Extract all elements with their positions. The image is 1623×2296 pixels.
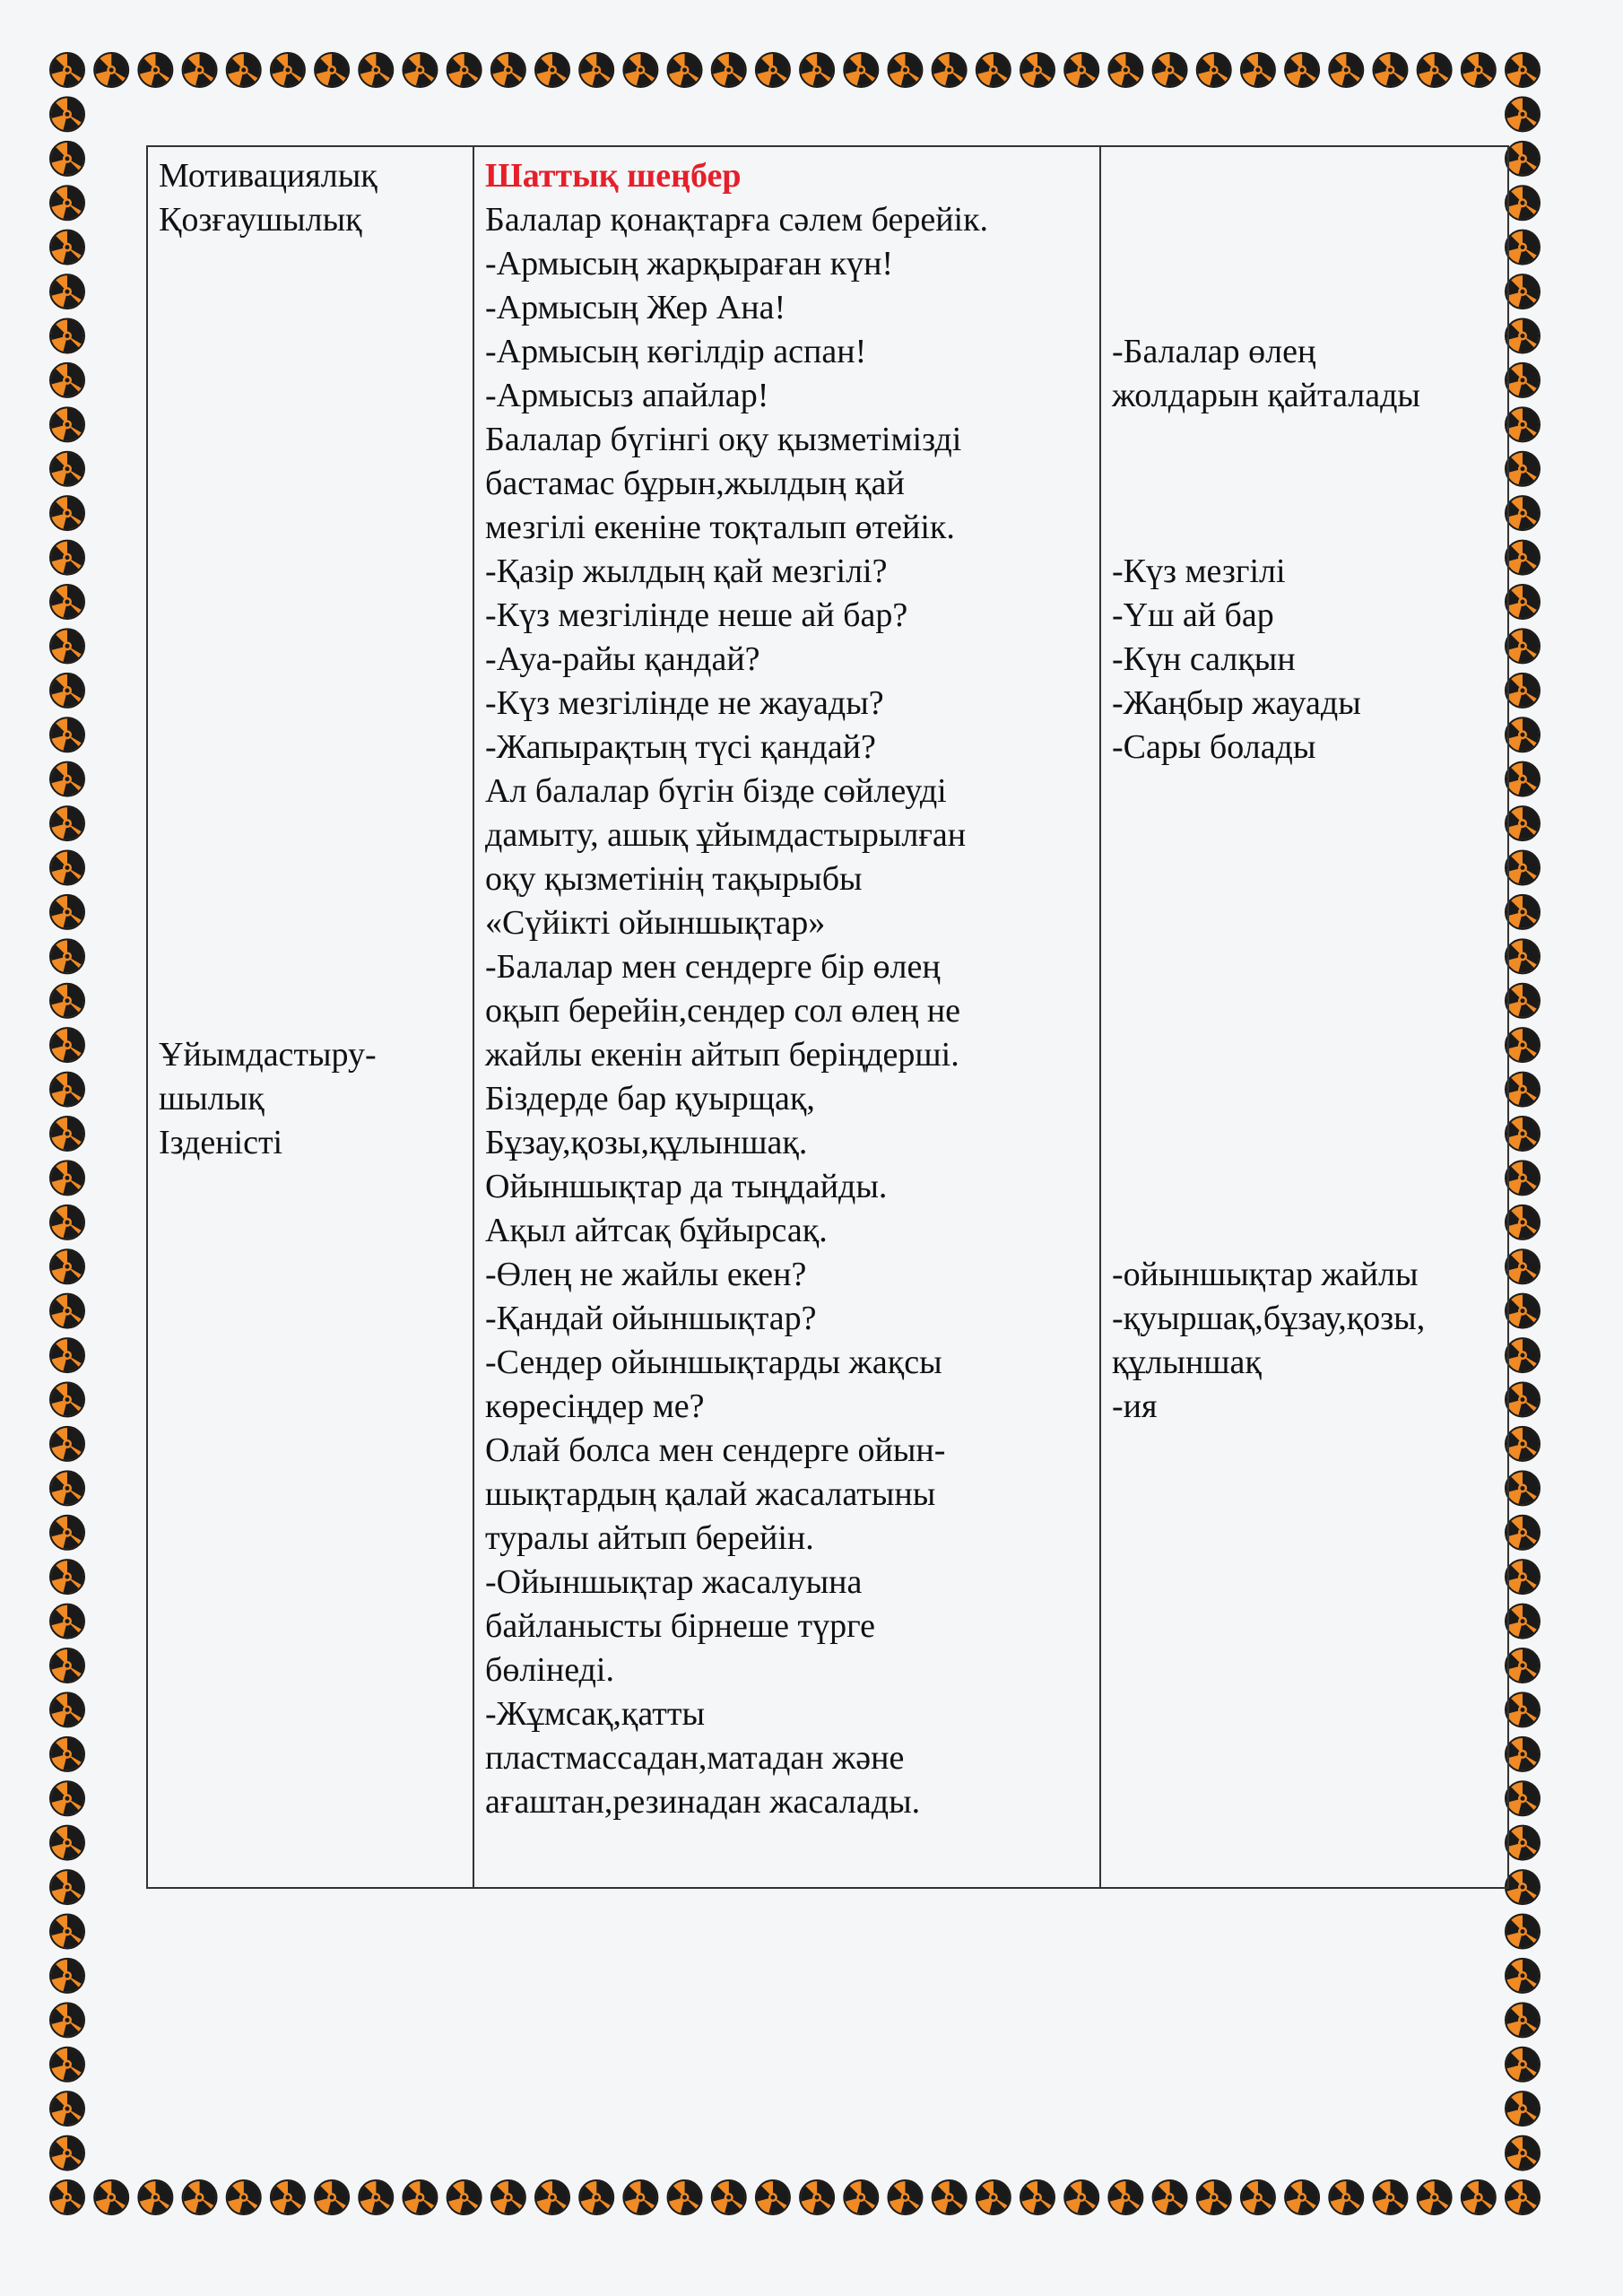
radiation-ornament-icon <box>50 1117 84 1151</box>
radiation-ornament-icon <box>50 407 84 441</box>
radiation-ornament-icon <box>50 2048 84 2082</box>
radiation-ornament-icon <box>1418 2180 1452 2214</box>
teacher-line: -Ауа-райы қандай? <box>485 640 760 678</box>
radiation-ornament-icon <box>403 2180 437 2214</box>
radiation-ornament-icon <box>976 53 1011 87</box>
radiation-ornament-icon <box>1506 806 1540 840</box>
radiation-ornament-icon <box>933 2180 967 2214</box>
radiation-ornament-icon <box>1506 53 1540 87</box>
teacher-line: -Күз мезгілінде не жауады? <box>485 684 884 722</box>
radiation-ornament-icon <box>50 895 84 929</box>
children-response: -Сары болады <box>1112 728 1316 766</box>
radiation-ornament-icon <box>1506 1605 1540 1639</box>
radiation-ornament-icon <box>138 2180 172 2214</box>
radiation-ornament-icon <box>1506 1205 1540 1239</box>
radiation-ornament-icon <box>227 2180 261 2214</box>
radiation-ornament-icon <box>50 762 84 796</box>
radiation-ornament-icon <box>1506 1117 1540 1151</box>
children-response: -Үш ай бар <box>1112 596 1274 634</box>
children-response: -Жаңбыр жауады <box>1112 684 1361 722</box>
radiation-ornament-icon <box>1506 97 1540 131</box>
radiation-ornament-icon <box>50 2003 84 2037</box>
radiation-ornament-icon <box>712 53 746 87</box>
radiation-ornament-icon <box>50 1781 84 1815</box>
radiation-ornament-icon <box>1506 1294 1540 1328</box>
radiation-ornament-icon <box>1506 230 1540 265</box>
teacher-line: Біздерде бар қуырщақ, <box>485 1080 815 1118</box>
radiation-ornament-icon <box>1506 363 1540 397</box>
teacher-line: Ақыл айтсақ бұйырсақ. <box>485 1212 828 1249</box>
radiation-ornament-icon <box>50 1427 84 1461</box>
radiation-ornament-icon <box>1506 1516 1540 1550</box>
radiation-ornament-icon <box>50 1648 84 1683</box>
teacher-line: -Қандай ойыншықтар? <box>485 1300 817 1337</box>
radiation-ornament-icon <box>800 2180 834 2214</box>
radiation-ornament-icon <box>491 53 525 87</box>
teacher-line: -Өлең не жайлы екен? <box>485 1256 807 1293</box>
radiation-ornament-icon <box>800 53 834 87</box>
radiation-ornament-icon <box>50 496 84 530</box>
radiation-ornament-icon <box>1462 53 1496 87</box>
radiation-ornament-icon <box>50 1870 84 1904</box>
teacher-line: көресіңдер ме? <box>485 1387 705 1425</box>
radiation-ornament-icon <box>1506 1249 1540 1283</box>
teacher-line: жайлы екенін айтып беріңдерші. <box>485 1036 959 1074</box>
teacher-line: -Жұмсақ,қатты <box>485 1695 705 1733</box>
radiation-ornament-icon <box>1285 53 1319 87</box>
teacher-line: Балалар қонақтарға сәлем берейік. <box>485 201 989 239</box>
radiation-ornament-icon <box>1506 1781 1540 1815</box>
teacher-line: «Сүйікті ойыншықтар» <box>485 904 826 942</box>
radiation-ornament-icon <box>50 1338 84 1372</box>
radiation-ornament-icon <box>756 53 790 87</box>
radiation-ornament-icon <box>447 53 482 87</box>
children-response: -ойыншықтар жайлы <box>1112 1256 1419 1293</box>
radiation-ornament-icon <box>50 1028 84 1062</box>
radiation-ornament-icon <box>1506 895 1540 929</box>
radiation-ornament-icon <box>50 1249 84 1283</box>
radiation-ornament-icon <box>50 2180 84 2214</box>
radiation-ornament-icon <box>94 2180 128 2214</box>
radiation-ornament-icon <box>1418 53 1452 87</box>
children-response: жолдарын қайталады <box>1112 377 1420 414</box>
teacher-line: -Сендер ойыншықтарды жақсы <box>485 1344 942 1381</box>
radiation-ornament-icon <box>1506 1471 1540 1505</box>
radiation-ornament-icon <box>623 53 657 87</box>
stage-column <box>147 146 473 1888</box>
radiation-ornament-icon <box>579 2180 613 2214</box>
children-response: құлыншақ <box>1112 1344 1262 1381</box>
radiation-ornament-icon <box>1506 2092 1540 2126</box>
radiation-ornament-icon <box>535 2180 569 2214</box>
radiation-ornament-icon <box>50 2092 84 2126</box>
radiation-ornament-icon <box>1329 2180 1363 2214</box>
radiation-ornament-icon <box>1506 2180 1540 2214</box>
radiation-ornament-icon <box>50 97 84 131</box>
radiation-ornament-icon <box>447 2180 482 2214</box>
radiation-ornament-icon <box>491 2180 525 2214</box>
radiation-ornament-icon <box>1506 2136 1540 2170</box>
radiation-ornament-icon <box>50 1605 84 1639</box>
radiation-ornament-icon <box>271 53 305 87</box>
radiation-ornament-icon <box>1506 674 1540 708</box>
radiation-ornament-icon <box>535 53 569 87</box>
radiation-ornament-icon <box>1506 1870 1540 1904</box>
table-row <box>147 146 1508 1888</box>
radiation-ornament-icon <box>1506 142 1540 176</box>
radiation-ornament-icon <box>315 2180 349 2214</box>
radiation-ornament-icon <box>50 806 84 840</box>
radiation-ornament-icon <box>50 585 84 619</box>
radiation-ornament-icon <box>579 53 613 87</box>
radiation-ornament-icon <box>1506 541 1540 575</box>
stage-label-organization-2: шылық <box>159 1080 265 1118</box>
teacher-line: мезгілі екеніне тоқталып өтейік. <box>485 509 955 546</box>
radiation-ornament-icon <box>1064 53 1098 87</box>
radiation-ornament-icon <box>50 1915 84 1949</box>
teacher-line: -Балалар мен сендерге бір өлең <box>485 948 941 986</box>
teacher-line: -Қазір жылдың қай мезгілі? <box>485 552 888 590</box>
radiation-ornament-icon <box>1506 496 1540 530</box>
teacher-line: Бұзау,қозы,құлыншақ. <box>485 1124 808 1161</box>
radiation-ornament-icon <box>844 2180 878 2214</box>
radiation-ornament-icon <box>50 319 84 353</box>
radiation-ornament-icon <box>50 1161 84 1195</box>
teacher-line: -Күз мезгілінде неше ай бар? <box>485 596 908 634</box>
children-spacer <box>1112 154 1497 330</box>
radiation-ornament-icon <box>668 2180 702 2214</box>
radiation-ornament-icon <box>271 2180 305 2214</box>
radiation-ornament-icon <box>1506 1648 1540 1683</box>
radiation-ornament-icon <box>359 2180 393 2214</box>
radiation-ornament-icon <box>50 2136 84 2170</box>
children-response: -Күн салқын <box>1112 640 1296 678</box>
radiation-ornament-icon <box>50 186 84 220</box>
teacher-line: шықтардың қалай жасалатыны <box>485 1475 936 1513</box>
radiation-ornament-icon <box>94 53 128 87</box>
stage-label-motivation-2: Қозғаушылық <box>159 201 362 239</box>
radiation-ornament-icon <box>403 53 437 87</box>
radiation-ornament-icon <box>1506 984 1540 1018</box>
teacher-line: -Армысың жарқыраған күн! <box>485 245 894 283</box>
teacher-line: ағаштан,резинадан жасалады. <box>485 1783 921 1821</box>
stage-label-motivation-1: Мотивациялық <box>159 157 378 195</box>
children-column <box>1100 146 1508 1888</box>
radiation-ornament-icon <box>1241 53 1275 87</box>
radiation-ornament-icon <box>1506 2003 1540 2037</box>
radiation-ornament-icon <box>50 851 84 885</box>
radiation-ornament-icon <box>1506 939 1540 973</box>
radiation-ornament-icon <box>50 1471 84 1505</box>
teacher-line: -Армысың Жер Ана! <box>485 289 786 326</box>
radiation-ornament-icon <box>50 1073 84 1107</box>
radiation-ornament-icon <box>668 53 702 87</box>
stage-label-organization-3: Ізденісті <box>159 1124 283 1161</box>
children-response: -Күз мезгілі <box>1112 552 1286 590</box>
stage-spacer <box>159 242 462 1033</box>
radiation-ornament-icon <box>888 2180 922 2214</box>
radiation-ornament-icon <box>1506 718 1540 752</box>
radiation-ornament-icon <box>1153 53 1187 87</box>
radiation-ornament-icon <box>756 2180 790 2214</box>
radiation-ornament-icon <box>1064 2180 1098 2214</box>
radiation-ornament-icon <box>1506 1560 1540 1594</box>
radiation-ornament-icon <box>1506 1338 1540 1372</box>
teacher-line: пластмассадан,матадан және <box>485 1739 905 1777</box>
radiation-ornament-icon <box>50 1826 84 1860</box>
radiation-ornament-icon <box>976 2180 1011 2214</box>
children-response: -қуыршақ,бұзау,қозы, <box>1112 1300 1426 1337</box>
radiation-ornament-icon <box>315 53 349 87</box>
radiation-ornament-icon <box>1108 53 1142 87</box>
radiation-ornament-icon <box>50 142 84 176</box>
children-spacer <box>1112 770 1497 1253</box>
radiation-ornament-icon <box>50 939 84 973</box>
radiation-ornament-icon <box>933 53 967 87</box>
radiation-ornament-icon <box>1506 452 1540 486</box>
children-spacer <box>1112 418 1497 550</box>
teacher-line: оқып берейін,сендер сол өлең не <box>485 992 961 1030</box>
radiation-ornament-icon <box>50 1737 84 1771</box>
radiation-ornament-icon <box>1197 53 1231 87</box>
radiation-ornament-icon <box>50 541 84 575</box>
children-response: -Балалар өлең <box>1112 333 1316 370</box>
radiation-ornament-icon <box>1506 1826 1540 1860</box>
radiation-ornament-icon <box>227 53 261 87</box>
radiation-ornament-icon <box>1506 1737 1540 1771</box>
stage-label-organization-1: Ұйымдастыру- <box>159 1036 377 1074</box>
teacher-line: бастамас бұрын,жылдың қай <box>485 465 905 502</box>
radiation-ornament-icon <box>50 274 84 309</box>
radiation-ornament-icon <box>1020 53 1055 87</box>
teacher-line: байланысты бірнеше түрге <box>485 1607 876 1645</box>
radiation-ornament-icon <box>712 2180 746 2214</box>
radiation-ornament-icon <box>1462 2180 1496 2214</box>
radiation-ornament-icon <box>1108 2180 1142 2214</box>
radiation-ornament-icon <box>1506 1383 1540 1417</box>
radiation-ornament-icon <box>844 53 878 87</box>
radiation-ornament-icon <box>888 53 922 87</box>
radiation-ornament-icon <box>50 1516 84 1550</box>
teacher-line: бөлінеді. <box>485 1651 614 1689</box>
radiation-ornament-icon <box>1506 186 1540 220</box>
radiation-ornament-icon <box>623 2180 657 2214</box>
radiation-ornament-icon <box>50 230 84 265</box>
radiation-ornament-icon <box>1373 53 1407 87</box>
radiation-ornament-icon <box>1506 1073 1540 1107</box>
radiation-ornament-icon <box>1020 2180 1055 2214</box>
radiation-ornament-icon <box>1506 274 1540 309</box>
radiation-ornament-icon <box>1285 2180 1319 2214</box>
teacher-line: Ойыншықтар да тыңдайды. <box>485 1168 888 1205</box>
radiation-ornament-icon <box>50 1560 84 1594</box>
radiation-ornament-icon <box>1153 2180 1187 2214</box>
radiation-ornament-icon <box>50 1959 84 1993</box>
radiation-ornament-icon <box>1506 319 1540 353</box>
teacher-line: -Армысыз апайлар! <box>485 377 769 414</box>
radiation-ornament-icon <box>1506 1915 1540 1949</box>
radiation-ornament-icon <box>1506 851 1540 885</box>
teacher-column <box>473 146 1100 1888</box>
radiation-ornament-icon <box>359 53 393 87</box>
lesson-table <box>146 145 1509 1889</box>
radiation-ornament-icon <box>1329 53 1363 87</box>
teacher-line: -Ойыншықтар жасалуына <box>485 1563 863 1601</box>
radiation-ornament-icon <box>1373 2180 1407 2214</box>
radiation-ornament-icon <box>1506 2048 1540 2082</box>
teacher-line: -Армысың көгілдір аспан! <box>485 333 867 370</box>
teacher-line: Балалар бүгінгі оқу қызметімізді <box>485 421 962 458</box>
radiation-ornament-icon <box>50 718 84 752</box>
radiation-ornament-icon <box>50 1692 84 1726</box>
radiation-ornament-icon <box>1506 407 1540 441</box>
radiation-ornament-icon <box>1506 1692 1540 1726</box>
radiation-ornament-icon <box>183 53 217 87</box>
radiation-ornament-icon <box>1506 585 1540 619</box>
teacher-line: туралы айтып берейін. <box>485 1519 814 1557</box>
radiation-ornament-icon <box>50 53 84 87</box>
teacher-line: Олай болса мен сендерге ойын- <box>485 1431 946 1469</box>
radiation-ornament-icon <box>1506 629 1540 663</box>
radiation-ornament-icon <box>50 1383 84 1417</box>
radiation-ornament-icon <box>1506 1427 1540 1461</box>
radiation-ornament-icon <box>50 629 84 663</box>
teacher-line: дамыту, ашық ұйымдастырылған <box>485 816 967 854</box>
radiation-ornament-icon <box>1197 2180 1231 2214</box>
teacher-text <box>485 198 1089 1824</box>
radiation-ornament-icon <box>1506 762 1540 796</box>
radiation-ornament-icon <box>1506 1028 1540 1062</box>
radiation-ornament-icon <box>50 674 84 708</box>
teacher-line: -Жапырақтың түсі қандай? <box>485 728 876 766</box>
radiation-ornament-icon <box>50 1205 84 1239</box>
radiation-ornament-icon <box>50 363 84 397</box>
radiation-ornament-icon <box>50 984 84 1018</box>
radiation-ornament-icon <box>50 1294 84 1328</box>
radiation-ornament-icon <box>1241 2180 1275 2214</box>
radiation-ornament-icon <box>183 2180 217 2214</box>
teacher-line: оқу қызметінің тақырыбы <box>485 860 863 898</box>
section-heading: Шаттық шеңбер <box>485 157 742 195</box>
radiation-ornament-icon <box>50 452 84 486</box>
children-response: -ия <box>1112 1387 1158 1425</box>
radiation-ornament-icon <box>1506 1959 1540 1993</box>
radiation-ornament-icon <box>138 53 172 87</box>
teacher-line: Ал балалар бүгін бізде сөйлеуді <box>485 772 947 810</box>
radiation-ornament-icon <box>1506 1161 1540 1195</box>
